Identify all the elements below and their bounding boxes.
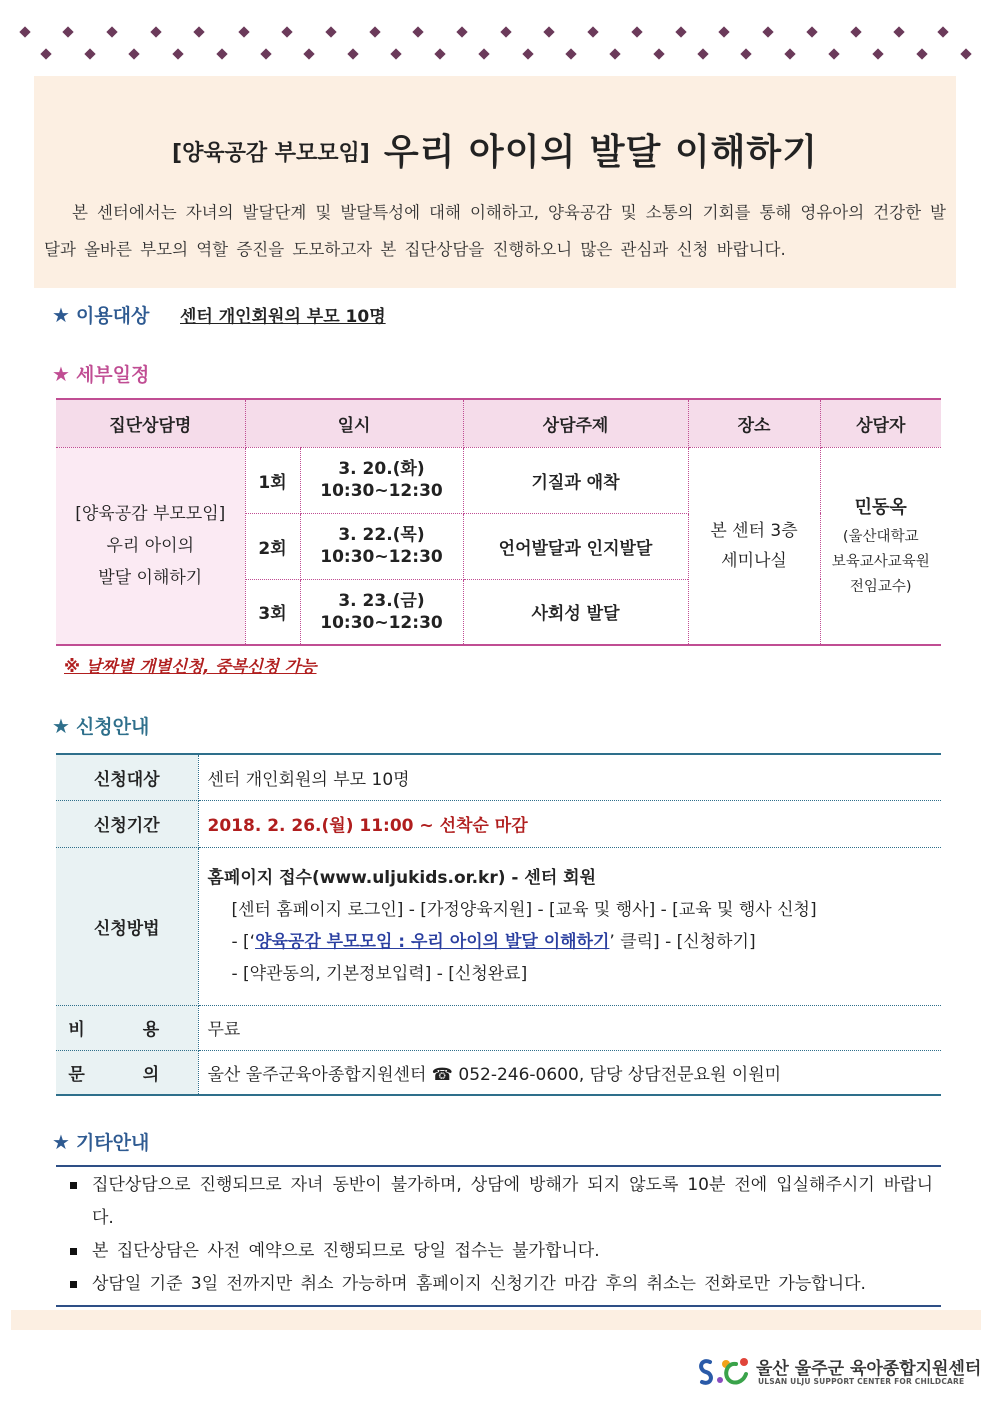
diamond-dot xyxy=(872,48,883,59)
session-topic: 기질과 애착 xyxy=(463,447,688,513)
diamond-dot xyxy=(390,48,401,59)
header-program: 집단상담명 xyxy=(56,399,245,447)
table-row xyxy=(56,800,941,847)
program-name-line: [양육공감 부모모임] xyxy=(75,503,226,524)
counselor-cell xyxy=(820,447,941,645)
table-header-row xyxy=(56,399,941,447)
diamond-dot xyxy=(718,26,729,37)
diamond-dot xyxy=(543,26,554,37)
apply-target-value: 센터 개인회원의 부모 10명 xyxy=(198,754,941,800)
schedule-note: ※ 날짜별 개별신청, 중복신청 가능 xyxy=(64,657,317,676)
title-prefix: [양육공감 부모모임] xyxy=(172,141,370,166)
contact-phone: 052-246-0600, 담당 상담전문요원 이원미 xyxy=(458,1064,782,1085)
header-datetime: 일시 xyxy=(245,399,463,447)
apply-period-key: 신청기간 xyxy=(56,800,198,847)
star-icon: ★ xyxy=(52,303,70,327)
program-name-cell xyxy=(56,447,245,645)
contact-org: 울산 울주군육아종합지원센터 xyxy=(207,1064,427,1085)
apply-period-value: 2018. 2. 26.(월) 11:00 ~ 선착순 마감 xyxy=(198,800,941,847)
section-schedule xyxy=(52,360,149,387)
list-item xyxy=(70,1169,933,1235)
diamond-dot xyxy=(850,26,861,37)
other-notes-box xyxy=(56,1165,941,1307)
session-time: 10:30~12:30 xyxy=(320,612,443,633)
diamond-dot xyxy=(106,26,117,37)
list-item xyxy=(70,1235,933,1268)
header-counselor: 상담자 xyxy=(820,399,941,447)
apply-fee-value: 무료 xyxy=(198,1005,941,1050)
diamond-dot xyxy=(456,26,467,37)
square-bullet-icon xyxy=(70,1182,77,1189)
diamond-dot xyxy=(937,26,948,37)
diamond-dot xyxy=(281,26,292,37)
session-date: 3. 22.(목) xyxy=(338,525,425,545)
diamond-dot xyxy=(369,26,380,37)
method-text: - [‘ xyxy=(231,932,256,952)
diamond-dot xyxy=(216,48,227,59)
place-cell xyxy=(688,447,820,645)
session-time: 10:30~12:30 xyxy=(320,547,443,567)
session-time: 10:30~12:30 xyxy=(320,481,443,501)
diamond-dot xyxy=(150,26,161,37)
place-line: 세미나실 xyxy=(721,550,787,571)
section-target-label: 이용대상 xyxy=(75,305,150,327)
logo-name-ko: 울산 울주군 육아종합지원센터 xyxy=(756,1359,982,1379)
page-title xyxy=(34,124,956,175)
counselor-affiliation: (울산대학교 xyxy=(842,529,919,546)
diamond-dot xyxy=(260,48,271,59)
apply-contact-key xyxy=(56,1050,198,1095)
diamond-dot xyxy=(631,26,642,37)
diamond-dot xyxy=(19,26,30,37)
session-datetime xyxy=(300,579,463,645)
note-text: 본 집단상담은 사전 예약으로 진행되므로 당일 접수는 불가합니다. xyxy=(92,1241,600,1261)
diamond-dot xyxy=(40,48,51,59)
diamond-dot xyxy=(697,48,708,59)
note-text: 상담일 기준 3일 전까지만 취소 가능하며 홈페이지 신청기간 마감 후의 취소는 전화로만 가능합니다. xyxy=(92,1274,866,1294)
diamond-dot xyxy=(478,48,489,59)
session-date: 3. 20.(화) xyxy=(338,459,425,479)
table-row xyxy=(56,447,941,513)
square-bullet-icon xyxy=(70,1281,77,1288)
counselor-name: 민동옥 xyxy=(854,497,907,519)
diamond-dot xyxy=(784,48,795,59)
header-topic: 상담주제 xyxy=(463,399,688,447)
note-text: 집단상담으로 진행되므로 자녀 동반이 불가하며, 상담에 방해가 되지 않도록 10분 전에 입실해주시기 바랍니다. xyxy=(92,1175,933,1228)
section-other xyxy=(52,1128,149,1155)
session-round: 2회 xyxy=(245,513,300,579)
star-icon: ★ xyxy=(52,1130,70,1154)
program-name-line: 우리 아이의 xyxy=(106,535,194,556)
apply-fee-key xyxy=(56,1005,198,1050)
table-row xyxy=(56,754,941,800)
session-topic: 사회성 발달 xyxy=(463,579,688,645)
table-row xyxy=(56,1050,941,1095)
intro-text: 본 센터에서는 자녀의 발달단계 및 발달특성에 대해 이해하고, 양육공감 및 소통의 기회를 통해 영유아의 건강한 발달과 올바른 부모의 역할 증진을 도모하고자 본 집단상담을 진행하오니 많은 관심과 신청 바랍니다. xyxy=(44,203,946,259)
diamond-dot xyxy=(128,48,139,59)
program-link[interactable]: 양육공감 부모모임 : 우리 아이의 발달 이해하기 xyxy=(255,932,610,952)
section-schedule-label: 세부일정 xyxy=(75,364,150,386)
session-topic: 언어발달과 인지발달 xyxy=(463,513,688,579)
apply-contact-value xyxy=(198,1050,941,1095)
session-round: 3회 xyxy=(245,579,300,645)
diamond-dot xyxy=(434,48,445,59)
place-line: 본 센터 3층 xyxy=(710,520,798,541)
diamond-dot xyxy=(762,26,773,37)
list-item xyxy=(70,1268,933,1301)
method-line: - [약관동의, 기본정보입력] - [신청완료] xyxy=(231,964,528,984)
session-round: 1회 xyxy=(245,447,300,513)
diamond-dot xyxy=(609,48,620,59)
diamond-dot xyxy=(172,48,183,59)
diamond-dot xyxy=(828,48,839,59)
diamond-dot xyxy=(412,26,423,37)
counselor-affiliation: 보육교사교육원 xyxy=(831,554,930,571)
method-line: [센터 홈페이지 로그인] - [가정양육지원] - [교육 및 행사] - [교육 및 행사 신청] xyxy=(231,900,817,920)
diamond-dot xyxy=(960,48,971,59)
diamond-dot xyxy=(893,26,904,37)
diamond-dot xyxy=(675,26,686,37)
diamond-dot xyxy=(740,48,751,59)
apply-target-key: 신청대상 xyxy=(56,754,198,800)
diamond-dot xyxy=(303,48,314,59)
title-main: 우리 아이의 발달 이해하기 xyxy=(383,132,818,173)
diamond-dot xyxy=(62,26,73,37)
diamond-dot xyxy=(347,48,358,59)
diamond-dot xyxy=(653,48,664,59)
logo-mark-icon xyxy=(696,1352,752,1392)
diamond-dot xyxy=(325,26,336,37)
decorative-dot-border xyxy=(12,22,982,62)
counselor-affiliation: 전임교수) xyxy=(849,579,912,596)
center-logo xyxy=(696,1352,982,1392)
apply-method-value xyxy=(198,847,941,1005)
section-other-label: 기타안내 xyxy=(75,1132,150,1154)
apply-method-key: 신청방법 xyxy=(56,847,198,1005)
logo-name-en: ULSAN ULJU SUPPORT CENTER FOR CHILDCARE xyxy=(758,1377,965,1386)
apply-table xyxy=(56,753,941,1096)
star-icon: ★ xyxy=(52,362,70,386)
section-apply xyxy=(52,712,149,739)
fee-key-text: 비 용 xyxy=(68,1020,186,1040)
diamond-dot xyxy=(565,48,576,59)
program-name-line: 발달 이해하기 xyxy=(98,567,203,588)
section-apply-label: 신청안내 xyxy=(75,716,150,738)
star-icon: ★ xyxy=(52,714,70,738)
section-target xyxy=(52,301,149,328)
table-row xyxy=(56,1005,941,1050)
phone-icon: ☎ xyxy=(431,1064,453,1085)
diamond-dot xyxy=(806,26,817,37)
table-row xyxy=(56,847,941,1005)
contact-key-text: 문 의 xyxy=(68,1064,186,1085)
footer-band xyxy=(11,1310,981,1330)
diamond-dot xyxy=(84,48,95,59)
diamond-dot xyxy=(587,26,598,37)
header-place: 장소 xyxy=(688,399,820,447)
intro-box xyxy=(34,76,956,288)
diamond-dot xyxy=(193,26,204,37)
square-bullet-icon xyxy=(70,1248,77,1255)
session-datetime xyxy=(300,447,463,513)
diamond-dot xyxy=(238,26,249,37)
target-value: 센터 개인회원의 부모 10명 xyxy=(180,307,386,327)
diamond-dot xyxy=(916,48,927,59)
session-datetime xyxy=(300,513,463,579)
method-line: 홈페이지 접수(www.uljukids.or.kr) - 센터 회원 xyxy=(207,868,596,888)
diamond-dot xyxy=(522,48,533,59)
method-line xyxy=(208,926,942,958)
session-date: 3. 23.(금) xyxy=(338,590,425,611)
schedule-table xyxy=(56,398,941,646)
method-text: ’ 클릭] - [신청하기] xyxy=(609,932,756,952)
diamond-dot xyxy=(500,26,511,37)
